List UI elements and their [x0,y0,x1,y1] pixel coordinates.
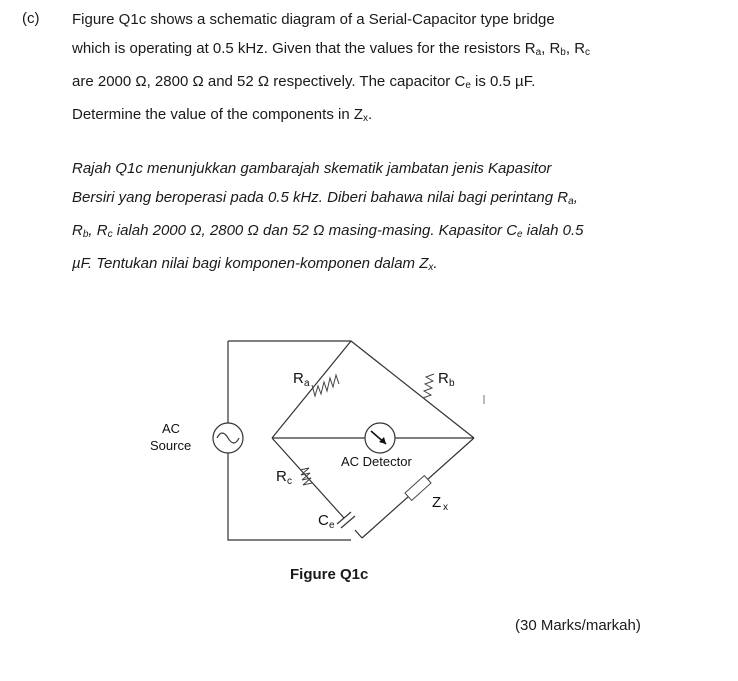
question-malay [72,154,672,282]
malay-line-1: Rajah Q1c menunjukkan gambarajah skematik jambatan jenis Kapasitor [72,160,552,177]
figure-caption: Figure Q1c [290,566,369,583]
wire-ra-arm [272,341,351,438]
zx-label: Z [432,494,442,511]
english-line-1: Figure Q1c shows a schematic diagram of a Serial-Capacitor type bridge [72,11,555,28]
resistor-ra-icon [312,375,339,396]
ce-label: C [318,512,329,529]
ac-source-label-line1: AC [162,421,181,436]
rc-label: R [276,468,287,485]
question-label: (c) [22,10,40,27]
zx-label-sub: x [443,502,448,513]
question-english [72,5,672,133]
ac-source-label-line2: Source [150,438,192,453]
malay-line-2: Bersiri yang beroperasi pada 0.5 kHz. Diberi bahawa nilai bagi perintang $R_a$, [72,189,578,207]
english-line-4: Determine the value of the components in $Z_x$. [72,106,373,124]
ac-detector-icon [365,423,395,453]
ac-detector-label: AC Detector [341,454,412,469]
ra-label-sub: a [304,378,310,389]
ra-label: R [293,370,304,387]
malay-line-4: µF. Tentukan nilai bagi komponen-komponen dalam $Z_x$. [72,255,438,273]
malay-line-3: $R_b$, $R_c$ ialah 2000 Ω, 2800 Ω dan 52 Ω masing-masing. Kapasitor $C_e$ ialah 0.5 [72,222,584,240]
wire-top-right [228,341,474,438]
wire-ce-bottom [355,530,362,538]
rb-label-sub: b [449,378,455,389]
resistor-rb-icon [423,374,434,398]
capacitor-ce-icon [337,512,355,528]
english-line-3: are 2000 Ω, 2800 Ω and 52 Ω respectively. The capacitor $C_e$ is 0.5 µF. [72,73,536,91]
rc-label-sub: c [287,476,292,487]
bridge-circuit-diagram [140,330,500,550]
ac-source-icon [213,423,243,453]
ce-label-sub: e [329,520,335,531]
rb-label: R [438,370,449,387]
impedance-zx-icon [405,476,431,501]
english-line-2: which is operating at 0.5 kHz. Given that the values for the resistors $R_a$, $R_b$, $R_c$ [72,40,591,58]
marks-label: (30 Marks/markah) [515,617,641,634]
